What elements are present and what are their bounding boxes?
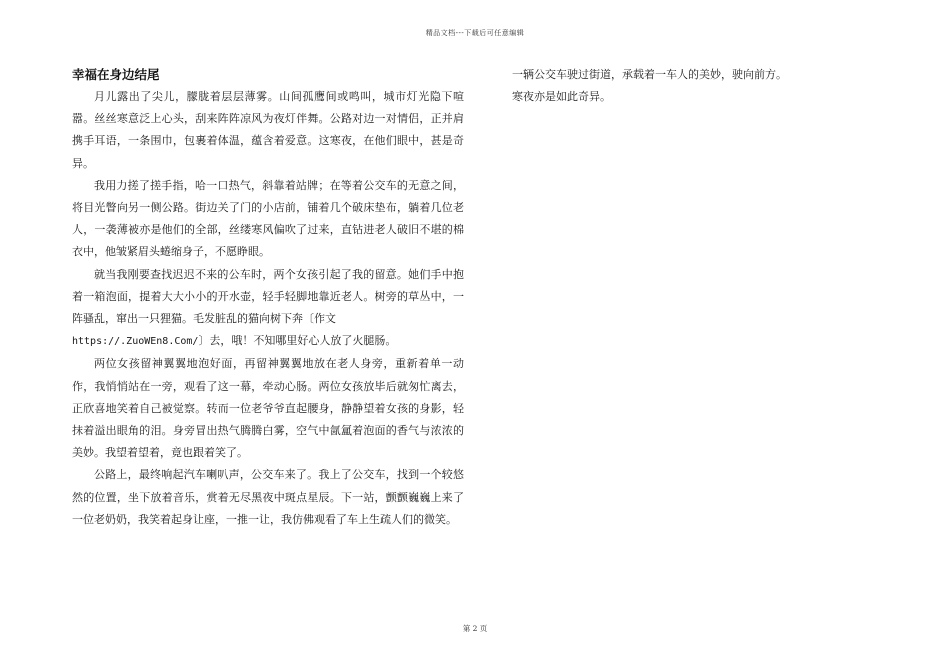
paragraph-5: 公路上，最终响起汽车喇叭声，公交车来了。我上了公交车，找到一个较悠然的位置，坐下放着音乐，赏着无尽黑夜中斑点星辰。下一站，颤颤巍巍上来了一位老奶奶，我笑着起身让座，一推一让，我仿佛观看了车上生疏人们的微笑。 [72,468,464,526]
right-column [512,64,812,108]
paragraph-3: 就当我刚要查找迟迟不来的公车时，两个女孩引起了我的留意。她们手中抱着一箱泡面，提着大大小小的开水壶，轻手轻脚地靠近老人。树旁的草丛中，一阵骚乱，窜出一只狸猫。毛发脏乱的猫向树下奔〔作文 [72,267,464,326]
right-paragraph-2: 寒夜亦是如此奇异。 [512,90,611,104]
article-title: 幸福在身边结尾 [72,67,160,82]
paragraph-1: 月儿露出了尖儿，朦胧着层层薄雾。山间孤鹰间或鸣叫，城市灯光隐下喧嚣。丝丝寒意泛上心头，刮来阵阵凉风为夜灯伴舞。公路对边一对情侣，正并肩携手耳语，一条围巾，包裹着体温，蕴含着爱意。这寒夜，在他们眼中，甚是奇异。 [72,90,464,170]
right-paragraph-1: 一辆公交车驶过街道，承载着一车人的美妙，驶向前方。 [512,68,787,81]
paragraph-2: 我用力搓了搓手指，哈一口热气，斜靠着站牌；在等着公交车的无意之间，将目光瞥向另一侧公路。街边关了门的小店前，铺着几个破床垫布，躺着几位老人，一袭薄被亦是他们的全部，丝缕寒风偏吹了过来，直钻进老人破旧不堪的棉衣中，他皱紧眉头蜷缩身子，不愿睁眼。 [72,178,464,259]
page-number: 第 2 页 [462,624,488,633]
header-note: 精品文档---下载后可任意编辑 [425,29,525,37]
url-line-rest: 〕去，哦！不知哪里好心人放了火腿肠。 [198,334,397,348]
paragraph-4: 两位女孩留神翼翼地泡好面，再留神翼翼地放在老人身旁，重新着单一动作，我悄悄站在一旁，观看了这一幕，牵动心肠。两位女孩放毕后就匆忙离去，正欣喜地笑着自己被觉察。转而一位老爷爷直起腰身，静静望着女孩的身影，轻抹着溢出眼角的泪。身旁冒出热气腾腾白雾，空气中氤氲着泡面的香气与浓浓的美妙。我望着望着，竟也跟着笑了。 [72,357,464,460]
left-column [72,64,464,531]
source-url: https://.ZuoWEn8.Com/ [72,336,199,348]
url-line [72,330,464,353]
